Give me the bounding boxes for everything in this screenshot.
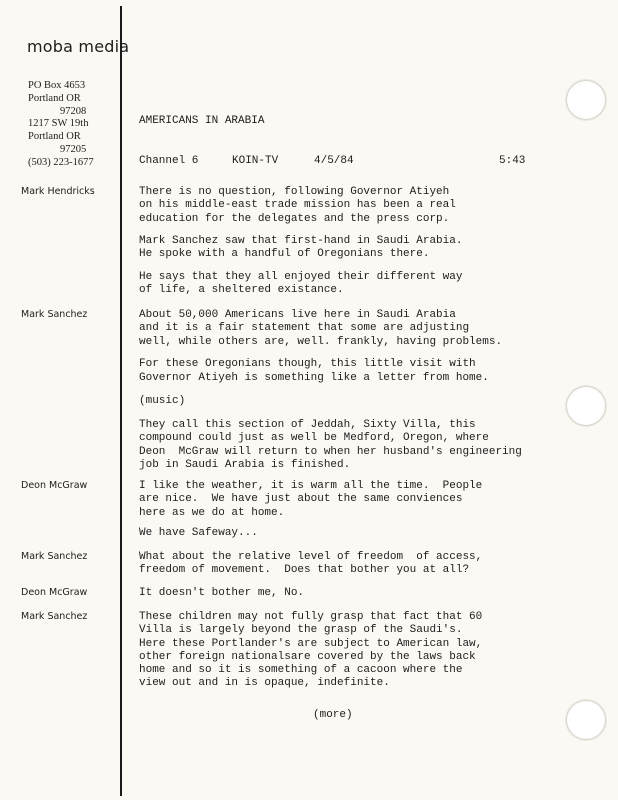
speaker-label: Deon McGraw (21, 480, 88, 491)
address-line: 97208 (60, 105, 87, 117)
transcript-line: of life, a sheltered existance. (139, 284, 344, 296)
transcript-line: Governor Atiyeh is something like a letter from home. (139, 372, 489, 384)
transcript-line: He spoke with a handful of Oregonians there. (139, 248, 430, 260)
transcript-line: are nice. We have just about the same conviences (139, 493, 463, 505)
transcript-line: Here these Portlander's are subject to American law, (139, 638, 483, 650)
transcript-line: For these Oregonians though, this little visit with (139, 358, 476, 370)
margin-rule (120, 6, 122, 796)
address-line: Portland OR (28, 92, 81, 104)
header-time: 5:43 (499, 155, 526, 167)
transcript-line: well, while others are, well. frankly, having problems. (139, 336, 503, 348)
transcript-line: There is no question, following Governor Atiyeh (139, 186, 450, 198)
transcript-line: It doesn't bother me, No. (139, 587, 305, 599)
address-line: Portland OR (28, 131, 81, 143)
address-line: PO Box 4653 (28, 80, 86, 91)
transcript-line: They call this section of Jeddah, Sixty Villa, this (139, 419, 476, 431)
speaker-label: Mark Sanchez (21, 309, 88, 320)
transcript-line: Deon McGraw will return to when her husband's engineering (139, 446, 522, 458)
transcript-line: He says that they all enjoyed their different way (139, 271, 463, 283)
speaker-label: Mark Hendricks (21, 186, 95, 197)
transcript-line: other foreign nationalsare covered by the laws back (139, 651, 476, 663)
more-indicator: (more) (313, 709, 353, 721)
header-station: KOIN-TV (232, 155, 279, 167)
address-line: 97205 (60, 143, 87, 155)
binder-hole-bottom (566, 700, 606, 740)
transcript-line: and it is a fair statement that some are adjusting (139, 322, 470, 334)
transcript-line: view out and in is opaque, indefinite. (139, 677, 390, 689)
transcript-line: home and so it is something of a cacoon where the (139, 664, 463, 676)
transcript-line: here as we do at home. (139, 507, 285, 519)
company-address (28, 80, 118, 170)
transcript-line: About 50,000 Americans live here in Saudi Arabia (139, 309, 456, 321)
transcript-line: What about the relative level of freedom of access, (139, 551, 483, 563)
speaker-label: Mark Sanchez (21, 611, 88, 622)
transcript-line: Mark Sanchez saw that first-hand in Saudi Arabia. (139, 235, 463, 247)
transcript-line: These children may not fully grasp that fact that 60 (139, 611, 483, 623)
speaker-label: Deon McGraw (21, 587, 88, 598)
binder-hole-top (566, 80, 606, 120)
transcript-line: compound could just as well be Medford, Oregon, where (139, 432, 489, 444)
transcript-line: Villa is largely beyond the grasp of the Saudi's. (139, 624, 463, 636)
address-line: (503) 223-1677 (28, 156, 94, 168)
company-name: moba media (27, 37, 130, 56)
transcript-line: on his middle-east trade mission has been a real (139, 199, 456, 211)
transcript-line: We have Safeway... (139, 527, 258, 539)
transcript-line: education for the delegates and the press corp. (139, 213, 450, 225)
header-date: 4/5/84 (314, 155, 354, 167)
story-title: AMERICANS IN ARABIA (139, 115, 265, 127)
speaker-label: Mark Sanchez (21, 551, 88, 562)
header-channel: Channel 6 (139, 155, 199, 167)
transcript-line: I like the weather, it is warm all the time. People (139, 480, 483, 492)
transcript-line: freedom of movement. Does that bother you at all? (139, 564, 470, 576)
address-line: 1217 SW 19th (28, 118, 89, 130)
transcript-line: (music) (139, 395, 186, 407)
transcript-line: job in Saudi Arabia is finished. (139, 459, 351, 471)
